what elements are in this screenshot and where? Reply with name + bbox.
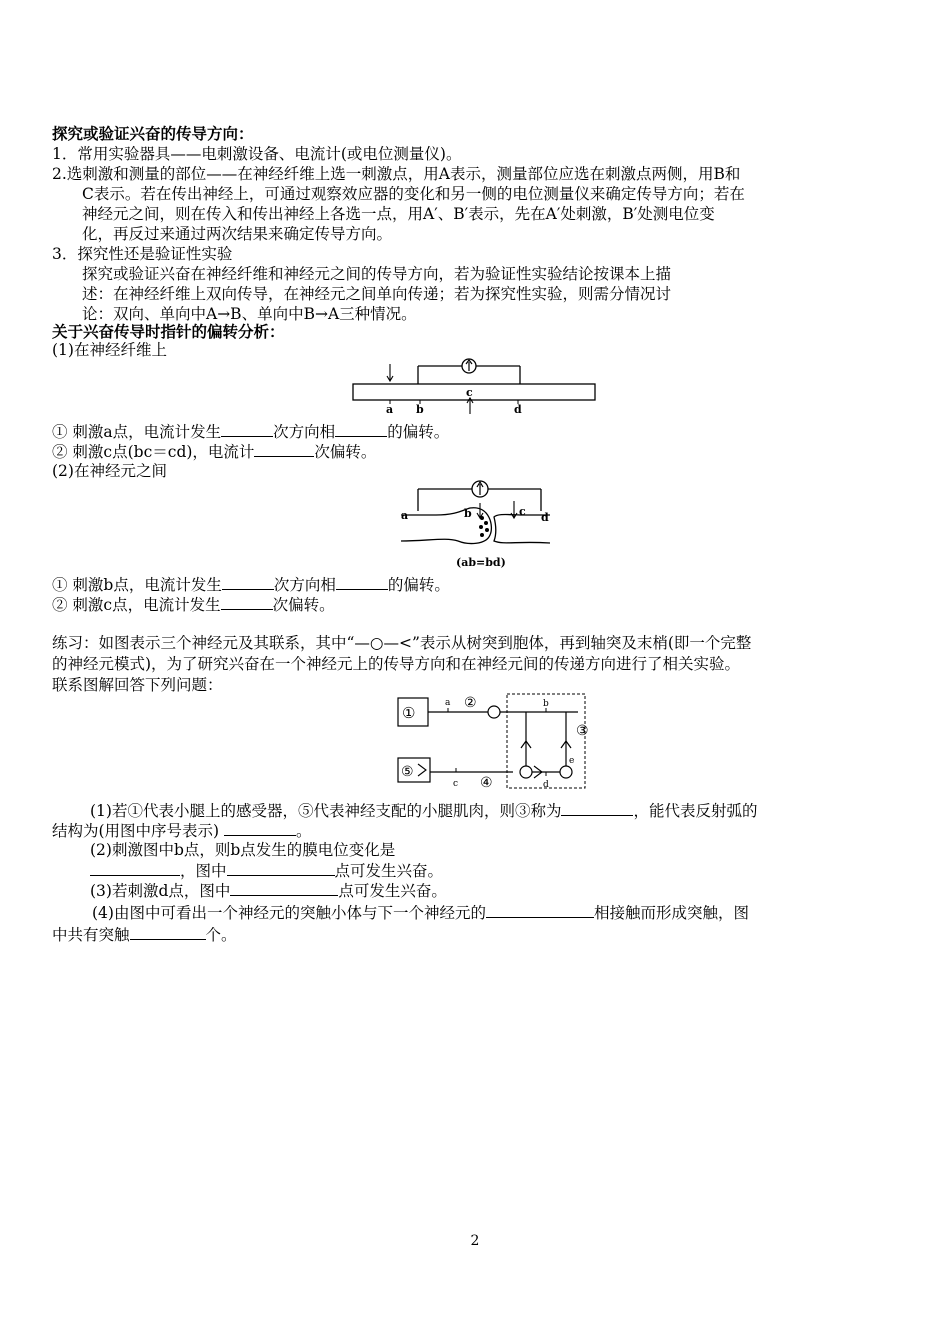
section-title-deflection: 关于兴奋传导时指针的偏转分析： <box>52 323 285 341</box>
text-line: 探究或验证兴奋在神经纤维和神经元之间的传导方向，若为验证性实验结论按课本上描 <box>82 265 672 283</box>
answer-blank[interactable] <box>561 800 633 816</box>
label-b: b <box>416 403 424 416</box>
practice-intro: 的神经元模式)，为了研究兴奋在一个神经元上的传导方向和在神经元间的传递方向进行了相关实验。 <box>52 655 741 673</box>
answer-blank[interactable] <box>224 820 296 836</box>
nerve-fiber-figure <box>350 352 600 420</box>
section-title-direction: 探究或验证兴奋的传导方向： <box>52 125 254 143</box>
practice-intro: 联系图解回答下列问题： <box>52 676 223 694</box>
answer-blank[interactable] <box>486 902 594 918</box>
label-b: b <box>464 507 472 520</box>
text-line: 1．常用实验器具——电刺激设备、电流计(或电位测量仪)。 <box>52 145 462 163</box>
answer-blank[interactable] <box>335 421 387 437</box>
figure-caption: (ab=bd) <box>456 556 506 569</box>
question-2b: ② 刺激c点，电流计发生 次偏转。 <box>52 596 335 614</box>
answer-blank[interactable] <box>227 860 335 876</box>
question-1a: ① 刺激a点，电流计发生 次方向相 的偏转。 <box>52 423 450 441</box>
answer-blank[interactable] <box>221 421 273 437</box>
practice-q2: (2)刺激图中b点，则b点发生的膜电位变化是 <box>90 841 396 859</box>
answer-blank[interactable] <box>130 924 206 940</box>
label-c: c <box>453 779 459 789</box>
label-a: a <box>386 403 394 416</box>
answer-blank[interactable] <box>336 574 388 590</box>
subheading: (2)在神经元之间 <box>52 462 167 480</box>
text-line: 神经元之间，则在传入和传出神经上各选一点，用A′、B′表示，先在A′处刺激，B′处测电位变 <box>82 205 715 223</box>
synapse-figure <box>398 475 558 570</box>
label-n2: ② <box>464 695 477 711</box>
answer-blank[interactable] <box>254 441 314 457</box>
label-n3: ③ <box>576 723 589 739</box>
label-a: a <box>445 698 451 708</box>
subheading: (1)在神经纤维上 <box>52 341 167 359</box>
label-e: e <box>569 756 575 766</box>
practice-q2-cont: ，图中 点可发生兴奋。 <box>90 860 443 881</box>
label-a: a <box>401 509 409 522</box>
label-n4: ④ <box>480 775 493 791</box>
answer-blank[interactable] <box>221 594 273 610</box>
label-d: d <box>514 403 522 416</box>
text-line: 化，再反过来通过两次结果来确定传导方向。 <box>82 225 393 243</box>
label-d: d <box>541 511 549 524</box>
practice-q3: (3)若刺激d点，图中 点可发生兴奋。 <box>90 882 447 900</box>
label-d: d <box>543 780 549 790</box>
question-1b: ② 刺激c点(bc＝cd)，电流计 次偏转。 <box>52 443 377 461</box>
question-2a: ① 刺激b点，电流计发生 次方向相 的偏转。 <box>52 576 450 594</box>
practice-q4: (4)由图中可看出一个神经元的突触小体与下一个神经元的 相接触而形成突触，图 <box>92 904 749 922</box>
text-line: C表示。若在传出神经上，可通过观察效应器的变化和另一侧的电位测量仪来确定传导方向；若在 <box>82 185 745 203</box>
practice-q4-cont: 中共有突触 个。 <box>52 926 237 944</box>
text-line: 述：在神经纤维上双向传导，在神经元之间单向传递；若为探究性实验，则需分情况讨 <box>82 285 672 303</box>
label-n1: ① <box>402 704 416 722</box>
page-number: 2 <box>470 1233 480 1249</box>
answer-blank[interactable] <box>90 860 180 876</box>
label-b: b <box>543 699 549 709</box>
label-c: c <box>519 505 526 518</box>
text-line: 论：双向、单向中A→B、单向中B→A三种情况。 <box>82 305 417 323</box>
practice-q1-cont: 结构为(用图中序号表示) 。 <box>52 822 312 840</box>
practice-intro: 练习：如图表示三个神经元及其联系，其中“—○—<”表示从树突到胞体，再到轴突及末梢(即一个完整 <box>52 634 752 652</box>
answer-blank[interactable] <box>230 880 338 896</box>
text-line: 3．探究性还是验证性实验 <box>52 245 233 263</box>
label-n5: ⑤ <box>401 764 414 780</box>
label-c: c <box>466 386 473 399</box>
practice-q1: (1)若①代表小腿上的感受器，⑤代表神经支配的小腿肌肉，则③称为 ，能代表反射弧的 <box>90 802 758 820</box>
reflex-arc-figure <box>396 692 596 794</box>
text-line: 2.选刺激和测量的部位——在神经纤维上选一刺激点，用A表示，测量部位应选在刺激点两侧，用B和 <box>52 165 741 183</box>
answer-blank[interactable] <box>222 574 274 590</box>
